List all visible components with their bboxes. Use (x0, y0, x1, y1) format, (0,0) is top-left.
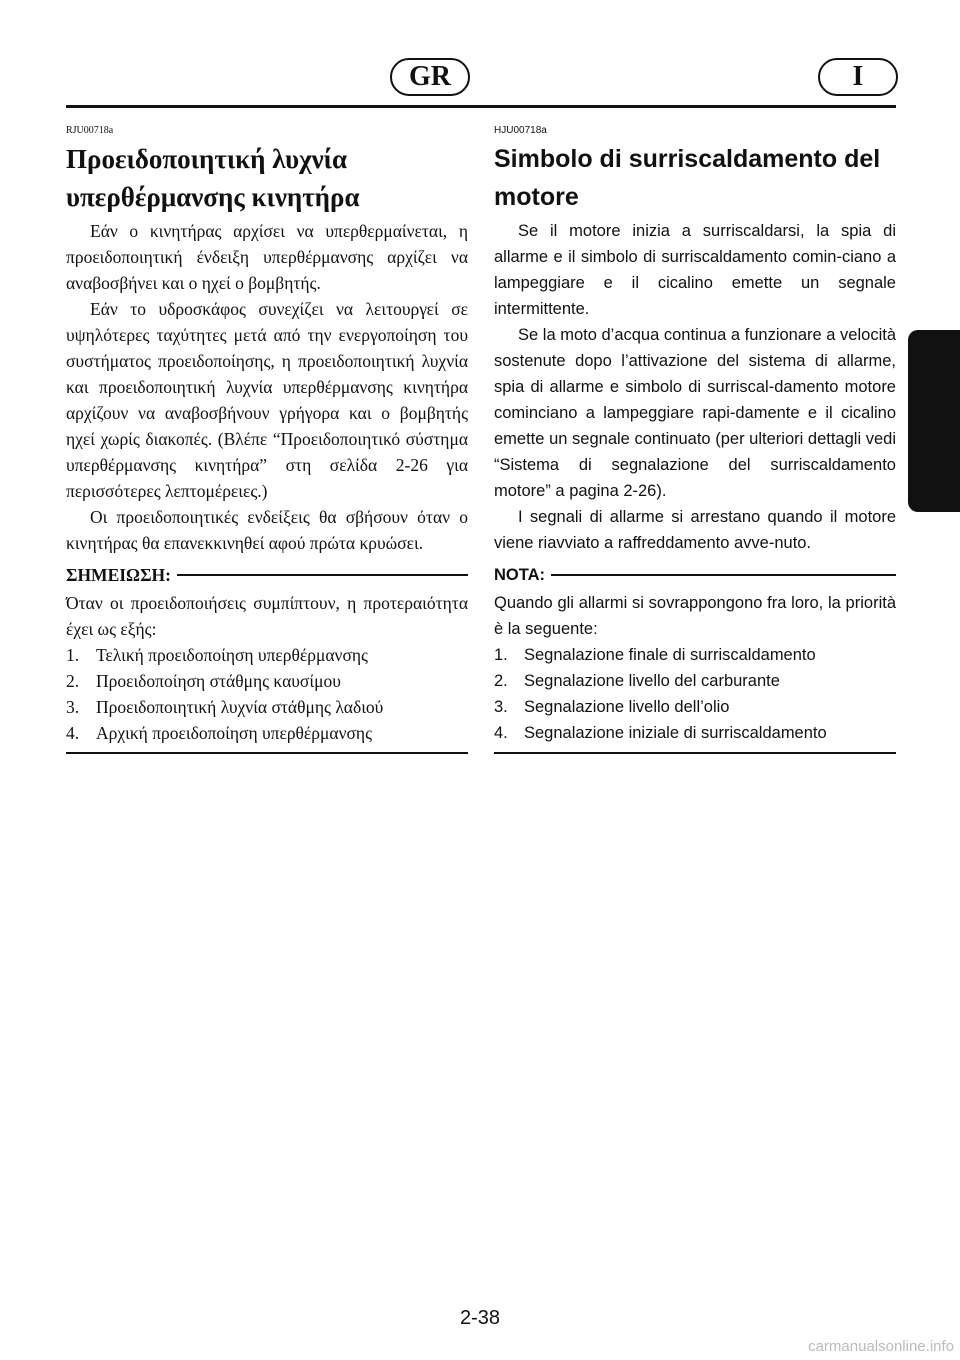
paragraph: Se il motore inizia a surriscaldarsi, la spia di allarme e il simbolo di surriscaldamento comin-ciano a lampeggiare e il cicalino emette un segnale intermittente. (494, 222, 896, 318)
list-item (494, 668, 896, 694)
section-title-line-2: υπερθέρμανσης κινητήρα (66, 182, 360, 212)
note-rule (177, 574, 468, 576)
note-label: ΣΗΜΕΙΩΣΗ: (66, 565, 171, 585)
page-number: 2-38 (459, 1307, 501, 1329)
section-code: RJU00718a (66, 125, 114, 136)
note-end-rule (66, 752, 468, 754)
italian-column (494, 124, 896, 754)
list-text: Προειδοποιητική λυχνία στάθμης λαδιού (96, 697, 384, 717)
list-text: Προειδοποίηση στάθμης καυσίμου (96, 671, 341, 691)
language-badge-gr: GR (390, 58, 470, 96)
list-number: 4. (494, 724, 508, 742)
note-heading (66, 562, 468, 588)
watermark: carmanualsonline.info (808, 1338, 954, 1355)
note-text: Quando gli allarmi si sovrappongono fra loro, la priorità è la seguente: (494, 594, 896, 638)
section-title-line-2: motore (494, 183, 579, 211)
list-item (494, 642, 896, 668)
priority-list (66, 642, 468, 746)
note-rule (551, 574, 896, 576)
paragraph: Εάν το υδροσκάφος συνεχίζει να λειτουργεί σε υψηλότερες ταχύτητες μετά από την ενεργοποίηση του συστήματος προειδοποίησης, η προειδοποιητική λυχνία και προειδοποιητική λυχνία υπερθέρμανσης κινητήρα αρχίζουν να αναβοσβήνουν γρήγορα και ο βομβητής ηχεί χωρίς διακοπές. (Βλέπε “Προειδοποιητικό σύστημα υπερθέρμανσης κινητήρα” στη σελίδα 2-26 για περισσότερες λεπτομέρειες.) (66, 299, 468, 501)
priority-list (494, 642, 896, 746)
language-badge-it: I (818, 58, 898, 96)
list-item (66, 668, 468, 694)
list-text: Segnalazione livello del carburante (524, 672, 780, 690)
list-item (494, 720, 896, 746)
paragraph: Se la moto d’acqua continua a funzionare a velocità sostenute dopo l’attivazione del sistema di allarme, spia di allarme e simbolo di surriscal-damento motore cominciano a lampeggiare rapi-damente e il cicalino emette un segnale continuato (per ulteriori dettagli vedi “Sistema di segnalazione del surriscaldamento motore” a pagina 2-26). (494, 326, 896, 500)
list-item (494, 694, 896, 720)
list-number: 2. (494, 672, 508, 690)
paragraph: Οι προειδοποιητικές ενδείξεις θα σβήσουν όταν ο κινητήρας θα επανεκκινηθεί αφού πρώτα κρυώσει. (66, 507, 468, 553)
section-code: HJU00718a (494, 125, 547, 136)
list-text: Segnalazione iniziale di surriscaldamento (524, 724, 827, 742)
list-number: 3. (494, 698, 508, 716)
paragraph: I segnali di allarme si arrestano quando il motore viene riavviato a raffreddamento avve-nuto. (494, 508, 896, 552)
note-heading (494, 562, 896, 588)
list-text: Segnalazione livello dell’olio (524, 698, 730, 716)
list-number: 4. (66, 723, 80, 743)
paragraph: Εάν ο κινητήρας αρχίσει να υπερθερμαίνεται, η προειδοποιητική ένδειξη υπερθέρμανσης αρχίζει να αναβοσβήνει και ο ηχεί ο βομβητής. (66, 221, 468, 293)
list-number: 1. (494, 646, 508, 664)
language-header (0, 58, 960, 98)
list-item (66, 642, 468, 668)
note-text: Όταν οι προειδοποιήσεις συμπίπτουν, η προτεραιότητα έχει ως εξής: (66, 593, 468, 639)
note-end-rule (494, 752, 896, 754)
list-text: Segnalazione finale di surriscaldamento (524, 646, 816, 664)
list-number: 2. (66, 671, 80, 691)
section-title (66, 140, 468, 216)
section-title-line-1: Simbolo di surriscaldamento del (494, 145, 881, 173)
section-title (494, 140, 896, 216)
greek-column (66, 124, 468, 754)
chapter-tab (908, 330, 960, 512)
section-title-line-1: Προειδοποιητική λυχνία (66, 144, 348, 174)
note-label: NOTA: (494, 566, 546, 584)
header-rule (66, 105, 896, 108)
list-item (66, 720, 468, 746)
list-text: Αρχική προειδοποίηση υπερθέρμανσης (96, 723, 372, 743)
list-text: Τελική προειδοποίηση υπερθέρμανσης (96, 645, 368, 665)
list-item (66, 694, 468, 720)
list-number: 3. (66, 697, 80, 717)
list-number: 1. (66, 645, 80, 665)
